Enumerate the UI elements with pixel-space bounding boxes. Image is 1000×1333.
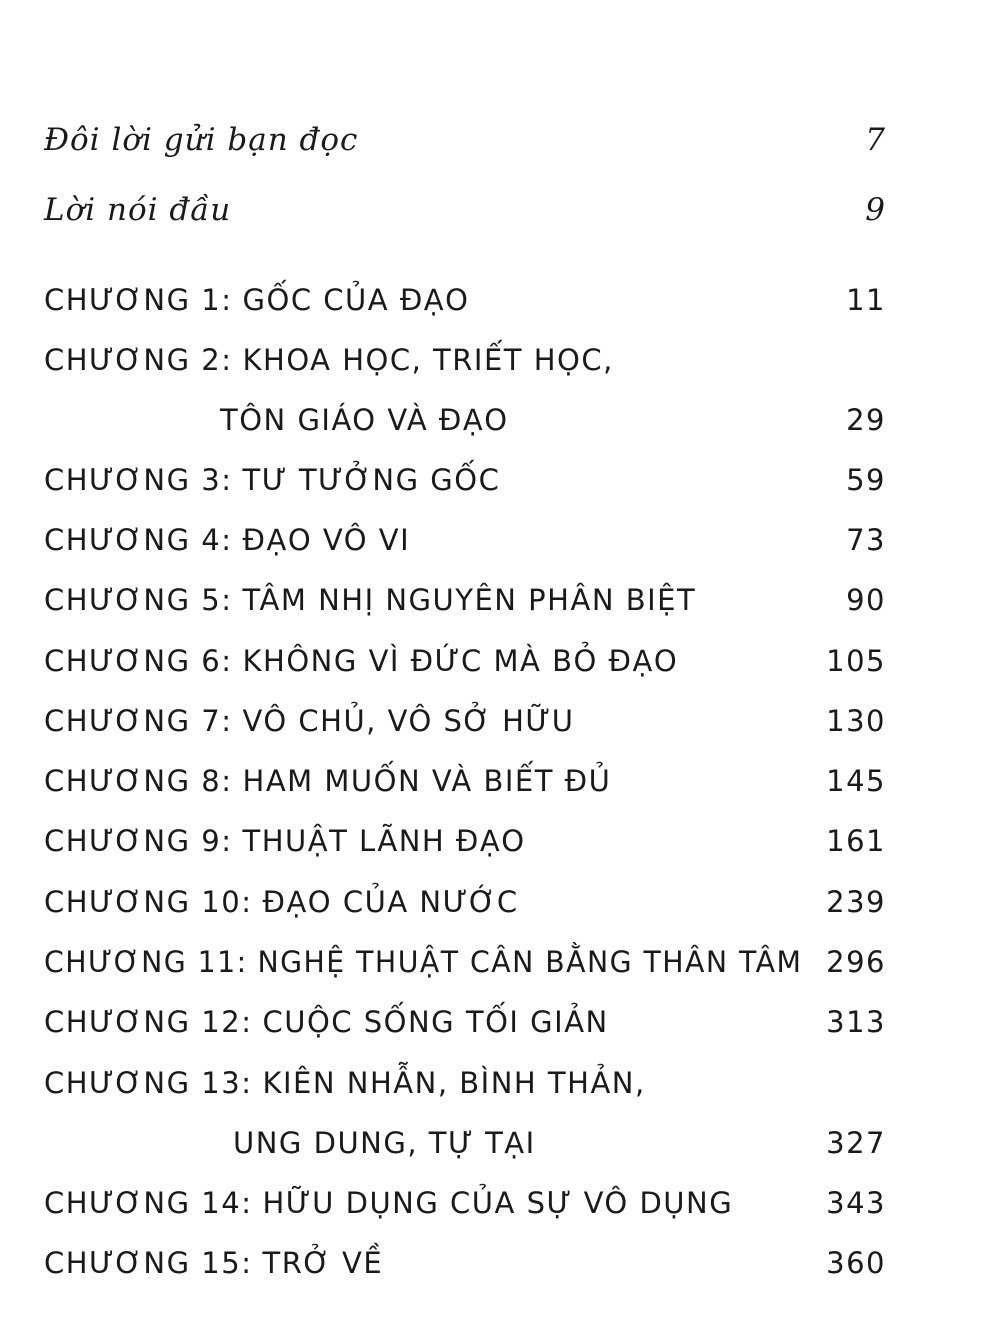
chapter-label: CHƯƠNG 14: bbox=[44, 1186, 253, 1220]
toc-entry-page: 296 bbox=[826, 945, 886, 979]
toc-entry-chapter-1[interactable] bbox=[44, 270, 886, 330]
toc-entry-page: 239 bbox=[826, 885, 886, 919]
toc-entry-chapter-8[interactable] bbox=[44, 751, 886, 811]
chapter-title: KIÊN NHẪN, BÌNH THẢN, bbox=[262, 1066, 646, 1100]
chapter-label: CHƯƠNG 7: bbox=[44, 704, 233, 738]
chapter-label: CHƯƠNG 6: bbox=[44, 644, 233, 678]
toc-entry-page: 161 bbox=[826, 824, 886, 858]
chapter-title: ĐẠO VÔ VI bbox=[242, 523, 411, 557]
toc-entry-chapter-15[interactable] bbox=[44, 1233, 886, 1293]
toc-entry-page: 145 bbox=[826, 764, 886, 798]
toc-entry-page: 130 bbox=[826, 704, 886, 738]
toc-entry-page: 73 bbox=[846, 523, 886, 557]
toc-entry-chapter-11[interactable] bbox=[44, 932, 886, 992]
chapter-title: KHOA HỌC, TRIẾT HỌC, bbox=[242, 343, 614, 377]
toc-entry-page: 360 bbox=[826, 1246, 886, 1280]
chapter-title: HAM MUỐN VÀ BIẾT ĐỦ bbox=[242, 764, 612, 798]
chapter-title: THUẬT LÃNH ĐẠO bbox=[242, 824, 526, 858]
chapter-label: CHƯƠNG 5: bbox=[44, 583, 233, 617]
toc-entry-chapter-6[interactable] bbox=[44, 631, 886, 691]
chapter-label: CHƯƠNG 4: bbox=[44, 523, 233, 557]
chapter-title-continued: TÔN GIÁO VÀ ĐẠO bbox=[220, 403, 509, 437]
toc-entry-chapter-7[interactable] bbox=[44, 691, 886, 751]
chapter-title-continued: UNG DUNG, TỰ TẠI bbox=[233, 1126, 536, 1160]
toc-entry-chapter-4[interactable] bbox=[44, 510, 886, 570]
toc-entry-page: 7 bbox=[865, 122, 886, 158]
chapter-label: CHƯƠNG 3: bbox=[44, 463, 233, 497]
toc-entry-page: 90 bbox=[846, 583, 886, 617]
toc-entry-front-matter[interactable] bbox=[44, 110, 886, 170]
chapter-title: VÔ CHỦ, VÔ SỞ HỮU bbox=[242, 704, 575, 738]
chapter-title: TRỞ VỀ bbox=[262, 1246, 384, 1280]
chapter-label: CHƯƠNG 8: bbox=[44, 764, 233, 798]
chapter-label: CHƯƠNG 10: bbox=[44, 885, 253, 919]
chapter-label: CHƯƠNG 15: bbox=[44, 1246, 253, 1280]
toc-entry-chapter-9[interactable] bbox=[44, 811, 886, 871]
toc-entry-page: 105 bbox=[826, 644, 886, 678]
toc-entry-title: Lời nói đầu bbox=[44, 192, 232, 228]
toc-entry-front-matter[interactable] bbox=[44, 180, 886, 240]
toc-entry-page: 9 bbox=[865, 192, 886, 228]
chapter-title: NGHỆ THUẬT CÂN BẰNG THÂN TÂM bbox=[257, 945, 803, 979]
toc-entry-page: 327 bbox=[826, 1126, 886, 1160]
chapter-label: CHƯƠNG 13: bbox=[44, 1066, 253, 1100]
toc-entry-chapter-13[interactable] bbox=[44, 1053, 886, 1173]
chapter-title: TƯ TƯỞNG GỐC bbox=[242, 463, 501, 497]
toc-entry-chapter-12[interactable] bbox=[44, 992, 886, 1052]
toc-entry-chapter-10[interactable] bbox=[44, 872, 886, 932]
toc-entry-page: 343 bbox=[826, 1186, 886, 1220]
toc-entry-page: 313 bbox=[826, 1005, 886, 1039]
chapter-label: CHƯƠNG 1: bbox=[44, 283, 233, 317]
chapter-label: CHƯƠNG 9: bbox=[44, 824, 233, 858]
chapter-label: CHƯƠNG 2: bbox=[44, 343, 233, 377]
chapter-title: CUỘC SỐNG TỐI GIẢN bbox=[262, 1005, 609, 1039]
toc-entry-page: 11 bbox=[846, 283, 886, 317]
chapter-title: TÂM NHỊ NGUYÊN PHÂN BIỆT bbox=[242, 583, 697, 617]
toc-entry-chapter-3[interactable] bbox=[44, 450, 886, 510]
chapter-title: GỐC CỦA ĐẠO bbox=[242, 283, 470, 317]
chapter-title: KHÔNG VÌ ĐỨC MÀ BỎ ĐẠO bbox=[242, 644, 679, 678]
toc-entry-chapter-14[interactable] bbox=[44, 1173, 886, 1233]
chapter-label: CHƯƠNG 11: bbox=[44, 945, 248, 979]
chapter-title: HỮU DỤNG CỦA SỰ VÔ DỤNG bbox=[262, 1186, 734, 1220]
toc-entry-page: 59 bbox=[846, 463, 886, 497]
chapter-title: ĐẠO CỦA NƯỚC bbox=[262, 885, 519, 919]
toc-entry-title: Đôi lời gửi bạn đọc bbox=[44, 122, 359, 158]
toc-entry-page: 29 bbox=[846, 403, 886, 437]
toc-entry-chapter-5[interactable] bbox=[44, 570, 886, 630]
toc-entry-chapter-2[interactable] bbox=[44, 330, 886, 450]
chapter-label: CHƯƠNG 12: bbox=[44, 1005, 253, 1039]
